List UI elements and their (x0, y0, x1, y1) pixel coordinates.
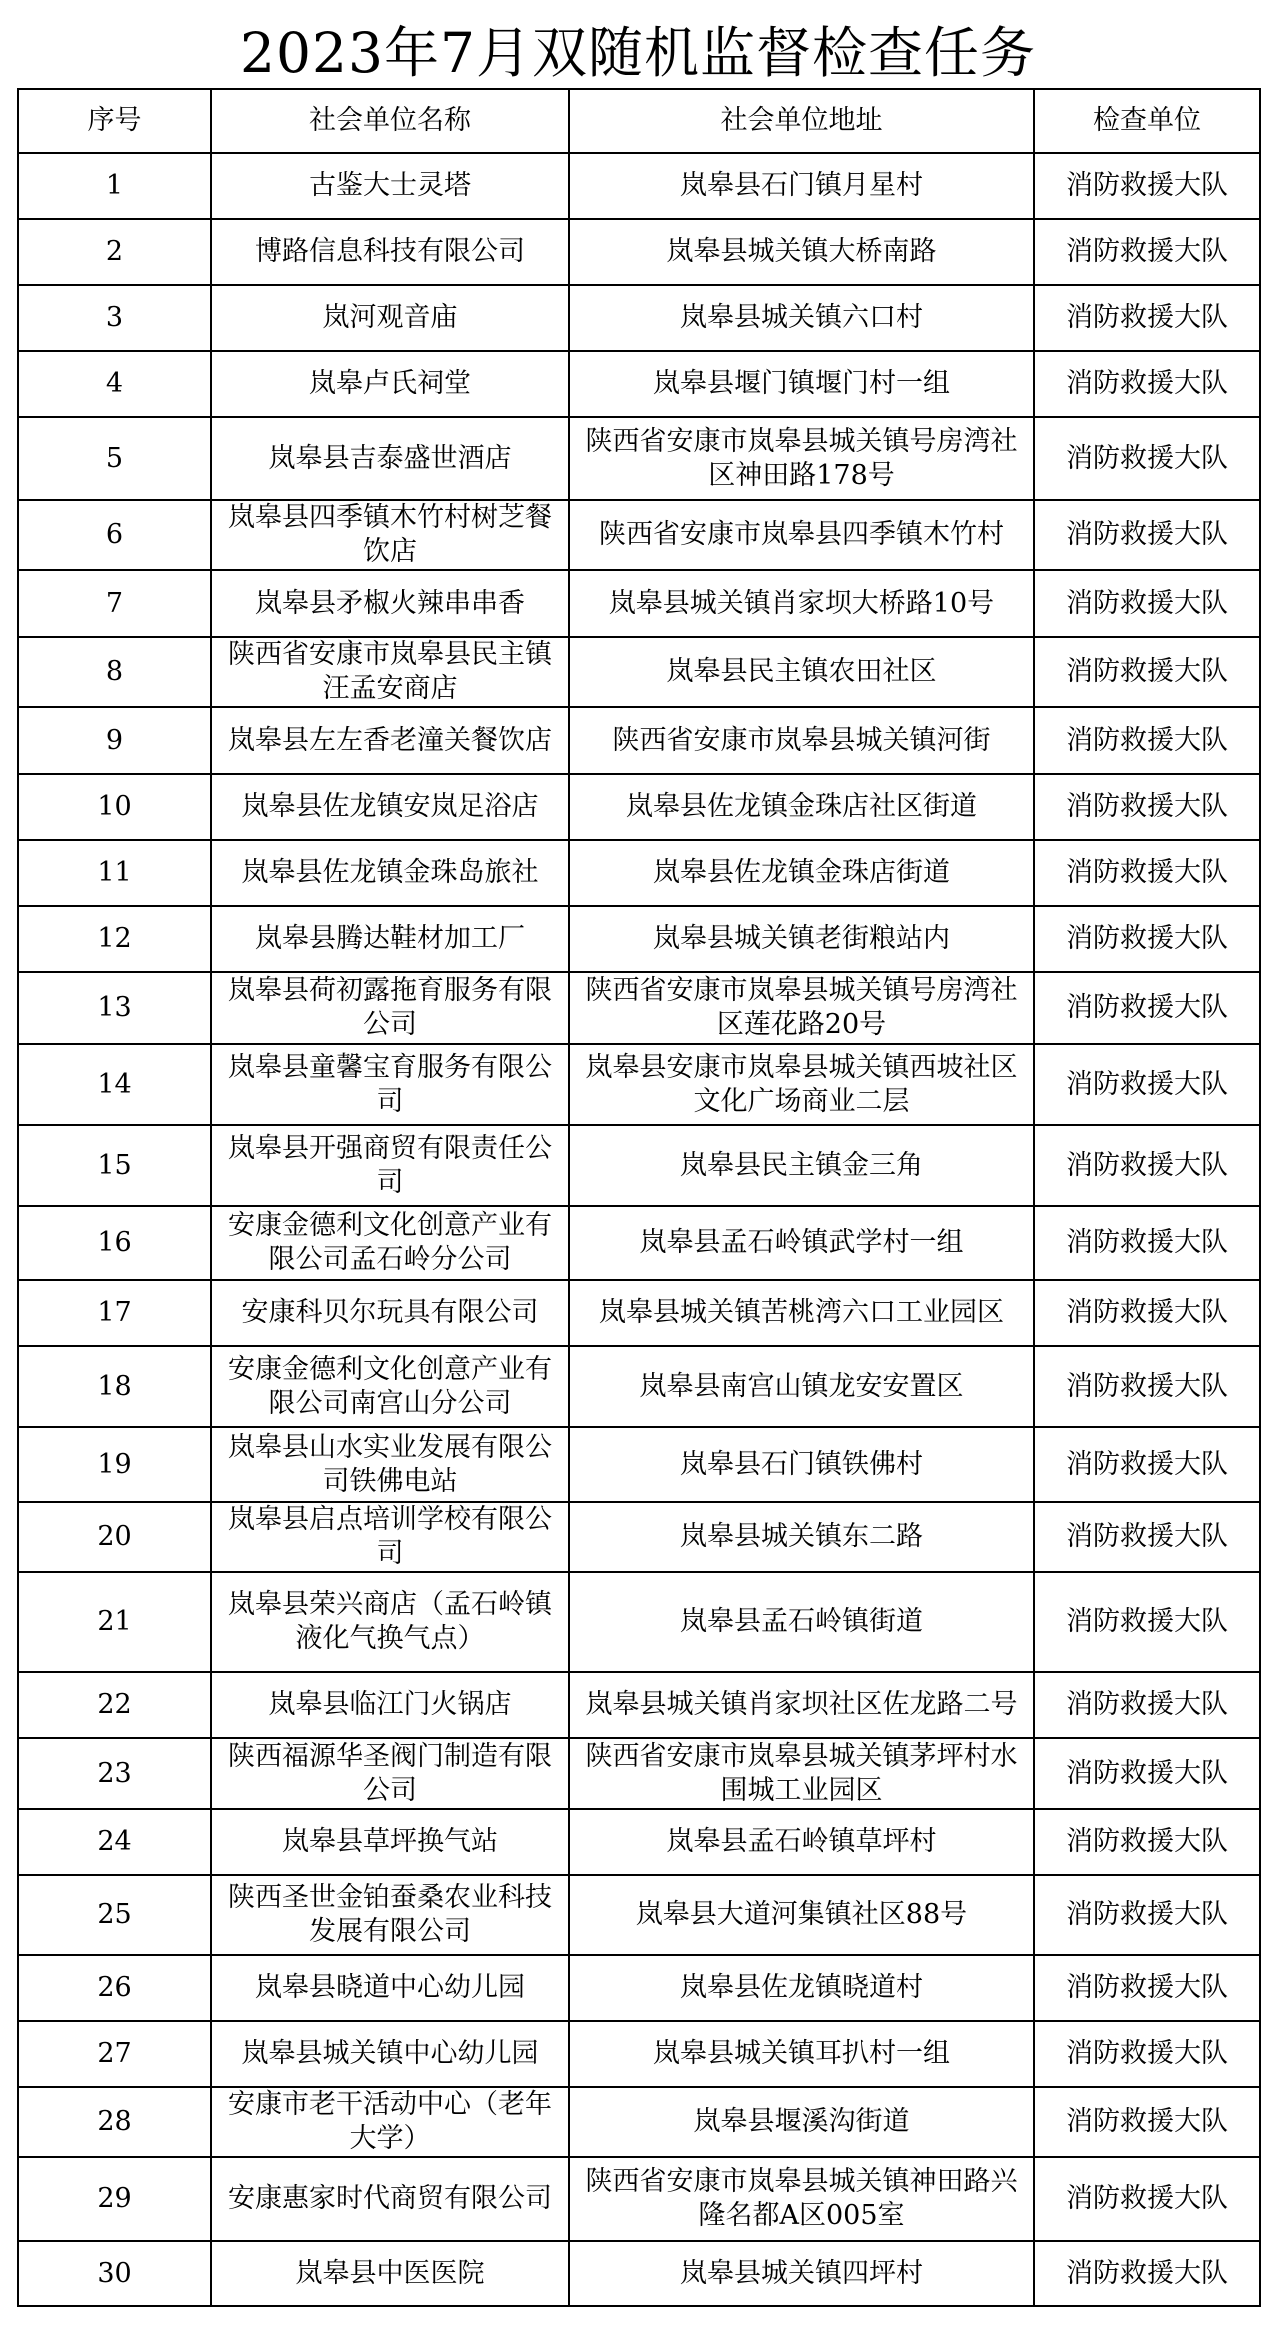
table-row (18, 2241, 1260, 2306)
cell-index: 2 (18, 219, 211, 285)
cell-index: 3 (18, 285, 211, 351)
cell-inspector: 消防救援大队 (1034, 351, 1260, 417)
cell-address: 岚皋县孟石岭镇街道 (569, 1572, 1034, 1672)
cell-address: 岚皋县石门镇月星村 (569, 153, 1034, 219)
table-row (18, 1206, 1260, 1280)
cell-index: 21 (18, 1572, 211, 1672)
table-header-row (18, 89, 1260, 153)
cell-index: 24 (18, 1809, 211, 1875)
cell-name: 安康金德利文化创意产业有限公司南宫山分公司 (211, 1346, 569, 1427)
cell-address: 岚皋县民主镇金三角 (569, 1125, 1034, 1206)
table-row (18, 840, 1260, 906)
cell-inspector: 消防救援大队 (1034, 1955, 1260, 2021)
cell-name: 岚皋县荷初露拖育服务有限公司 (211, 972, 569, 1044)
header-name: 社会单位名称 (211, 89, 569, 153)
cell-name: 岚皋县腾达鞋材加工厂 (211, 906, 569, 972)
cell-index: 15 (18, 1125, 211, 1206)
cell-address: 岚皋县孟石岭镇武学村一组 (569, 1206, 1034, 1280)
table-row (18, 1280, 1260, 1346)
header-address: 社会单位地址 (569, 89, 1034, 153)
task-table (17, 88, 1261, 2307)
cell-name: 陕西省安康市岚皋县民主镇汪孟安商店 (211, 637, 569, 707)
cell-address: 岚皋县城关镇肖家坝社区佐龙路二号 (569, 1672, 1034, 1738)
cell-name: 岚皋县佐龙镇安岚足浴店 (211, 774, 569, 840)
cell-address: 岚皋县佐龙镇金珠店街道 (569, 840, 1034, 906)
cell-address: 陕西省安康市岚皋县城关镇神田路兴隆名都A区005室 (569, 2157, 1034, 2241)
cell-name: 岚皋县佐龙镇金珠岛旅社 (211, 840, 569, 906)
cell-name: 岚河观音庙 (211, 285, 569, 351)
table-row (18, 351, 1260, 417)
cell-name: 岚皋县四季镇木竹村树芝餐饮店 (211, 500, 569, 570)
cell-name: 岚皋县晓道中心幼儿园 (211, 1955, 569, 2021)
table-row (18, 153, 1260, 219)
table-row (18, 1875, 1260, 1955)
table-row (18, 570, 1260, 637)
cell-inspector: 消防救援大队 (1034, 1280, 1260, 1346)
cell-inspector: 消防救援大队 (1034, 1809, 1260, 1875)
cell-address: 岚皋县城关镇耳扒村一组 (569, 2021, 1034, 2087)
cell-address: 岚皋县城关镇苦桃湾六口工业园区 (569, 1280, 1034, 1346)
cell-address: 陕西省安康市岚皋县城关镇号房湾社区莲花路20号 (569, 972, 1034, 1044)
cell-address: 岚皋县城关镇老街粮站内 (569, 906, 1034, 972)
cell-address: 岚皋县城关镇六口村 (569, 285, 1034, 351)
table-row (18, 1572, 1260, 1672)
cell-address: 岚皋县堰溪沟街道 (569, 2087, 1034, 2157)
cell-inspector: 消防救援大队 (1034, 1572, 1260, 1672)
cell-index: 20 (18, 1502, 211, 1572)
cell-index: 8 (18, 637, 211, 707)
cell-name: 岚皋县荣兴商店（孟石岭镇液化气换气点） (211, 1572, 569, 1672)
cell-name: 安康惠家时代商贸有限公司 (211, 2157, 569, 2241)
table-row (18, 285, 1260, 351)
cell-inspector: 消防救援大队 (1034, 1875, 1260, 1955)
cell-name: 古鉴大士灵塔 (211, 153, 569, 219)
table-row (18, 1044, 1260, 1125)
cell-name: 安康市老干活动中心（老年大学） (211, 2087, 569, 2157)
cell-inspector: 消防救援大队 (1034, 1125, 1260, 1206)
cell-address: 岚皋县堰门镇堰门村一组 (569, 351, 1034, 417)
cell-name: 安康科贝尔玩具有限公司 (211, 1280, 569, 1346)
cell-inspector: 消防救援大队 (1034, 2241, 1260, 2306)
table-row (18, 1125, 1260, 1206)
cell-index: 11 (18, 840, 211, 906)
cell-inspector: 消防救援大队 (1034, 1502, 1260, 1572)
cell-address: 岚皋县南宫山镇龙安安置区 (569, 1346, 1034, 1427)
cell-index: 22 (18, 1672, 211, 1738)
cell-name: 陕西圣世金铂蚕桑农业科技发展有限公司 (211, 1875, 569, 1955)
cell-name: 岚皋县中医医院 (211, 2241, 569, 2306)
cell-inspector: 消防救援大队 (1034, 707, 1260, 774)
table-body (18, 153, 1260, 2306)
cell-index: 12 (18, 906, 211, 972)
cell-index: 9 (18, 707, 211, 774)
cell-index: 14 (18, 1044, 211, 1125)
table-row (18, 2157, 1260, 2241)
cell-inspector: 消防救援大队 (1034, 1044, 1260, 1125)
cell-name: 岚皋县矛椒火辣串串香 (211, 570, 569, 637)
cell-index: 17 (18, 1280, 211, 1346)
cell-address: 岚皋县石门镇铁佛村 (569, 1427, 1034, 1502)
cell-inspector: 消防救援大队 (1034, 2087, 1260, 2157)
cell-index: 29 (18, 2157, 211, 2241)
table-row (18, 906, 1260, 972)
header-index: 序号 (18, 89, 211, 153)
table-row (18, 1955, 1260, 2021)
cell-name: 陕西福源华圣阀门制造有限公司 (211, 1738, 569, 1809)
cell-index: 26 (18, 1955, 211, 2021)
cell-address: 岚皋县大道河集镇社区88号 (569, 1875, 1034, 1955)
cell-address: 岚皋县城关镇东二路 (569, 1502, 1034, 1572)
cell-index: 18 (18, 1346, 211, 1427)
cell-inspector: 消防救援大队 (1034, 1672, 1260, 1738)
cell-index: 5 (18, 417, 211, 500)
cell-inspector: 消防救援大队 (1034, 2157, 1260, 2241)
cell-name: 岚皋县左左香老潼关餐饮店 (211, 707, 569, 774)
cell-address: 岚皋县佐龙镇金珠店社区街道 (569, 774, 1034, 840)
cell-address: 岚皋县孟石岭镇草坪村 (569, 1809, 1034, 1875)
cell-index: 30 (18, 2241, 211, 2306)
cell-address: 陕西省安康市岚皋县城关镇河街 (569, 707, 1034, 774)
cell-inspector: 消防救援大队 (1034, 153, 1260, 219)
cell-name: 岚皋县临江门火锅店 (211, 1672, 569, 1738)
cell-inspector: 消防救援大队 (1034, 417, 1260, 500)
cell-name: 岚皋卢氏祠堂 (211, 351, 569, 417)
cell-inspector: 消防救援大队 (1034, 906, 1260, 972)
cell-inspector: 消防救援大队 (1034, 285, 1260, 351)
cell-address: 岚皋县城关镇大桥南路 (569, 219, 1034, 285)
cell-address: 陕西省安康市岚皋县四季镇木竹村 (569, 500, 1034, 570)
cell-index: 6 (18, 500, 211, 570)
cell-index: 7 (18, 570, 211, 637)
cell-inspector: 消防救援大队 (1034, 1427, 1260, 1502)
table-row (18, 1738, 1260, 1809)
cell-index: 4 (18, 351, 211, 417)
cell-inspector: 消防救援大队 (1034, 972, 1260, 1044)
table-row (18, 2021, 1260, 2087)
table-row (18, 774, 1260, 840)
cell-name: 岚皋县启点培训学校有限公司 (211, 1502, 569, 1572)
cell-index: 25 (18, 1875, 211, 1955)
cell-address: 岚皋县佐龙镇晓道村 (569, 1955, 1034, 2021)
cell-name: 岚皋县开强商贸有限责任公司 (211, 1125, 569, 1206)
cell-inspector: 消防救援大队 (1034, 219, 1260, 285)
table-row (18, 1427, 1260, 1502)
table-row (18, 1672, 1260, 1738)
cell-name: 岚皋县吉泰盛世酒店 (211, 417, 569, 500)
cell-inspector: 消防救援大队 (1034, 637, 1260, 707)
cell-name: 岚皋县童馨宝育服务有限公司 (211, 1044, 569, 1125)
cell-index: 27 (18, 2021, 211, 2087)
table-row (18, 1502, 1260, 1572)
cell-inspector: 消防救援大队 (1034, 1738, 1260, 1809)
table-row (18, 1346, 1260, 1427)
cell-inspector: 消防救援大队 (1034, 570, 1260, 637)
cell-inspector: 消防救援大队 (1034, 1346, 1260, 1427)
table-row (18, 707, 1260, 774)
table-row (18, 219, 1260, 285)
table-row (18, 417, 1260, 500)
cell-inspector: 消防救援大队 (1034, 840, 1260, 906)
cell-address: 岚皋县城关镇四坪村 (569, 2241, 1034, 2306)
document-title: 2023年7月双随机监督检查任务 (240, 21, 1036, 85)
cell-address: 陕西省安康市岚皋县城关镇茅坪村水围城工业园区 (569, 1738, 1034, 1809)
cell-address: 岚皋县城关镇肖家坝大桥路10号 (569, 570, 1034, 637)
cell-inspector: 消防救援大队 (1034, 1206, 1260, 1280)
cell-inspector: 消防救援大队 (1034, 2021, 1260, 2087)
cell-index: 28 (18, 2087, 211, 2157)
cell-name: 岚皋县山水实业发展有限公司铁佛电站 (211, 1427, 569, 1502)
cell-address: 陕西省安康市岚皋县城关镇号房湾社区神田路178号 (569, 417, 1034, 500)
cell-name: 岚皋县草坪换气站 (211, 1809, 569, 1875)
table-row (18, 972, 1260, 1044)
cell-index: 19 (18, 1427, 211, 1502)
cell-index: 16 (18, 1206, 211, 1280)
cell-inspector: 消防救援大队 (1034, 500, 1260, 570)
cell-inspector: 消防救援大队 (1034, 774, 1260, 840)
cell-address: 岚皋县民主镇农田社区 (569, 637, 1034, 707)
cell-name: 岚皋县城关镇中心幼儿园 (211, 2021, 569, 2087)
cell-address: 岚皋县安康市岚皋县城关镇西坡社区文化广场商业二层 (569, 1044, 1034, 1125)
cell-index: 10 (18, 774, 211, 840)
table-row (18, 2087, 1260, 2157)
cell-name: 博路信息科技有限公司 (211, 219, 569, 285)
cell-name: 安康金德利文化创意产业有限公司孟石岭分公司 (211, 1206, 569, 1280)
header-inspector: 检查单位 (1034, 89, 1260, 153)
cell-index: 23 (18, 1738, 211, 1809)
table-row (18, 1809, 1260, 1875)
cell-index: 13 (18, 972, 211, 1044)
table-row (18, 500, 1260, 570)
table-row (18, 637, 1260, 707)
cell-index: 1 (18, 153, 211, 219)
